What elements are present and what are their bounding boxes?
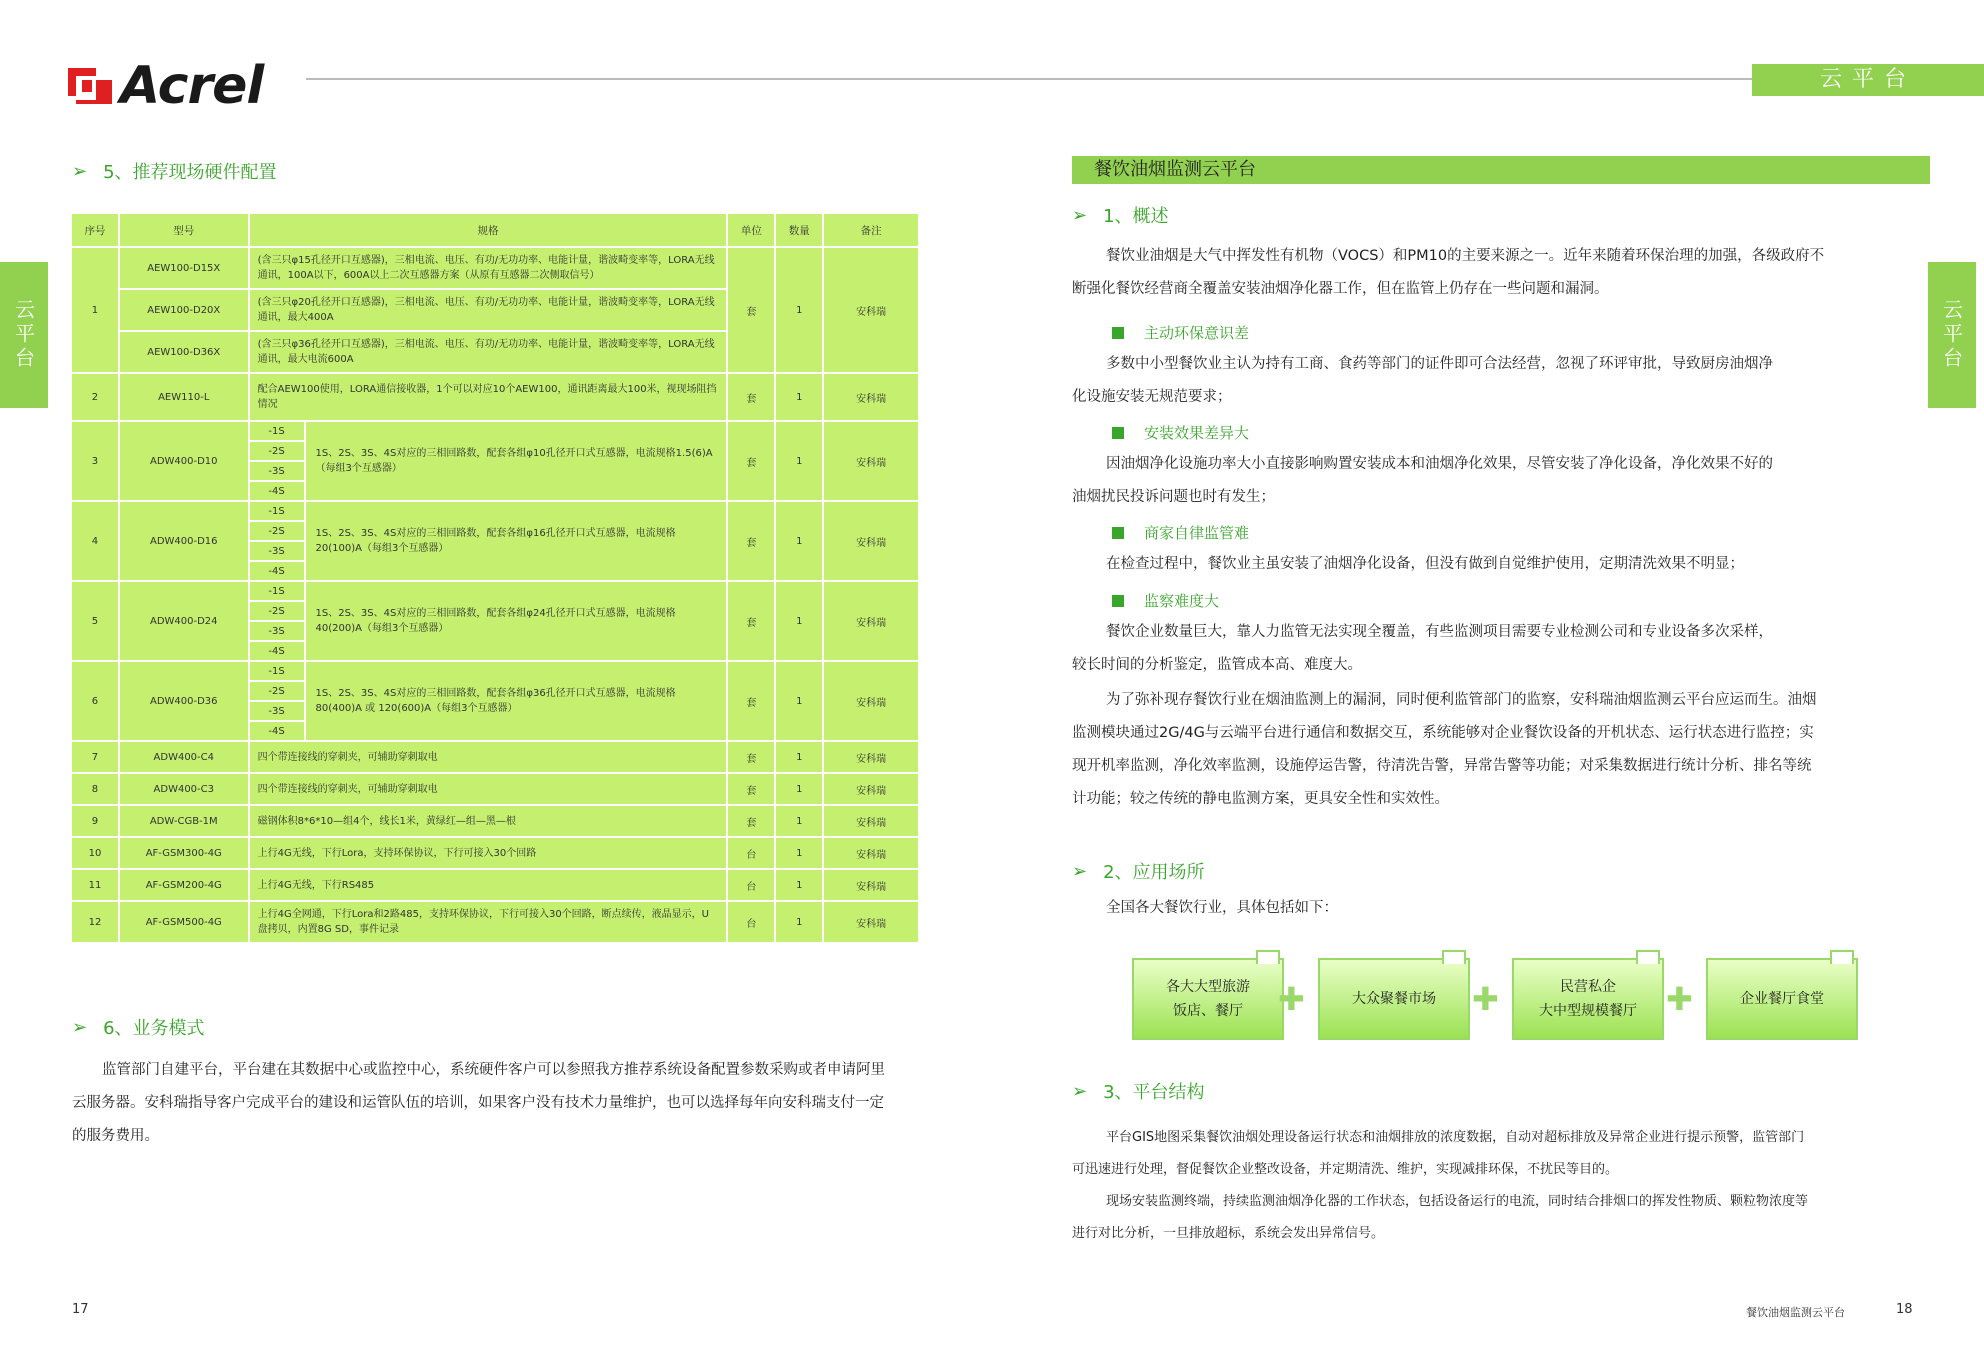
- cell-spec: 上行4G无线，下行Lora，支持环保协议，下行可接入30个回路: [249, 837, 728, 869]
- cell-note: 安科瑞: [823, 837, 919, 869]
- cell-note: 安科瑞: [823, 247, 919, 373]
- col-header: 单位: [727, 213, 775, 247]
- cell-spec: 配合AEW100使用，LORA通信接收器，1个可以对应10个AEW100，通讯距离最大100米，视现场阻挡情况: [249, 373, 728, 421]
- header-rule: [306, 78, 1754, 80]
- venue-box-canteens: 企业餐厅食堂: [1706, 958, 1858, 1040]
- cell-no: 2: [71, 373, 119, 421]
- cell-no: 1: [71, 247, 119, 373]
- table-row: [71, 741, 919, 773]
- cell-unit: 台: [727, 869, 775, 901]
- cell-spec: (含三只φ36孔径开口互感器)，三相电流、电压、有功/无功功率、电能计量，谐波畸变率等，LORA无线通讯，最大电流600A: [249, 331, 728, 373]
- cell-model: AEW100-D15X: [119, 247, 249, 289]
- cell-variant: -2S: [249, 681, 305, 701]
- cell-qty: 1: [775, 901, 823, 943]
- cell-model: AF-GSM500-4G: [119, 901, 249, 943]
- cell-variant: -1S: [249, 581, 305, 601]
- cell-model: AEW110-L: [119, 373, 249, 421]
- cell-model: ADW400-D36: [119, 661, 249, 741]
- col-header: 备注: [823, 213, 919, 247]
- cell-spec: 1S、2S、3S、4S对应的三相回路数，配套各组φ24孔径开口式互感器，电流规格40(200)A（每组3个互感器）: [305, 581, 728, 661]
- cell-no: 3: [71, 421, 119, 501]
- cell-unit: 套: [727, 373, 775, 421]
- top-category-tab: 云平台: [1752, 64, 1984, 96]
- side-tab-right: 云平台: [1928, 262, 1976, 408]
- cell-variant: -3S: [249, 541, 305, 561]
- footer-title: 餐饮油烟监测云平台: [1746, 1306, 1845, 1319]
- cell-variant: -4S: [249, 721, 305, 741]
- cell-note: 安科瑞: [823, 581, 919, 661]
- section-6-heading: ➢ 6、业务模式: [72, 1016, 205, 1039]
- cell-no: 7: [71, 741, 119, 773]
- table-row: [71, 901, 919, 943]
- issue-heading-3: 商家自律监管难: [1112, 522, 1249, 543]
- cell-spec: 上行4G无线，下行RS485: [249, 869, 728, 901]
- cell-spec: 磁钢体积8*6*10—组4个，线长1米，黄绿红—组—黑—根: [249, 805, 728, 837]
- cell-variant: -3S: [249, 621, 305, 641]
- cell-spec: (含三只φ15孔径开口互感器)，三相电流、电压、有功/无功功率、电能计量，谐波畸变率等，LORA无线通讯，100A以下，600A以上二次互感器方案（从原有互感器二次侧取信号）: [249, 247, 728, 289]
- cell-variant: -2S: [249, 441, 305, 461]
- cell-variant: -3S: [249, 701, 305, 721]
- plus-icon: ✚: [1472, 980, 1499, 1018]
- cell-model: ADW400-C4: [119, 741, 249, 773]
- cell-no: 5: [71, 581, 119, 661]
- issue-paragraph-3: 在检查过程中，餐饮业主虽安装了油烟净化设备，但没有做到自觉维护使用，定期清洗效果不明显；: [1106, 556, 1744, 572]
- cell-spec: 1S、2S、3S、4S对应的三相回路数，配套各组φ36孔径开口式互感器，电流规格80(400)A 或 120(600)A（每组3个互感器）: [305, 661, 728, 741]
- issue-paragraph-4: 餐饮企业数量巨大，靠人力监管无法实现全覆盖，有些监测项目需要专业检测公司和专业设备多次采样， 较长时间的分析鉴定，监管成本高、难度大。: [1072, 624, 1773, 673]
- bullet-square-icon: [1112, 327, 1124, 339]
- platform-structure-paragraph: 平台GIS地图采集餐饮油烟处理设备运行状态和油烟排放的浓度数据，自动对超标排放及异常企业进行提示预警，监管部门 可迅速进行处理，督促餐饮企业整改设备，并定期清洗、维护，实现减排环保，不扰民等目的。 现场安装监测终端，持续监测油烟净化器的工作状态，包括设备运行的电流，同时结合排烟口的挥发性物质、颗粒物浓度等 进行对比分析，一旦排放超标，系统会发出异常信号。: [1072, 1130, 1809, 1241]
- arrow-icon: ➢: [1072, 1080, 1088, 1102]
- col-header: 序号: [71, 213, 119, 247]
- issue-paragraph-1: 多数中小型餐饮业主认为持有工商、食药等部门的证件即可合法经营，忽视了环评审批，导致厨房油烟净 化设施安装无规范要求；: [1072, 356, 1773, 405]
- solution-paragraph: 为了弥补现存餐饮行业在烟油监测上的漏洞，同时便利监管部门的监察，安科瑞油烟监测云平台应运而生。油烟 监测模块通过2G/4G与云端平台进行通信和数据交互，系统能够对企业餐饮设备的开机状态、运行状态进行监控；实 现开机率监测，净化效率监测，设施停运告警，待清洗告警，异常告警等功能；对采集数据进行统计分析、排名等统 计功能；较之传统的静电监测方案，更具安全性和实效性。: [1072, 692, 1817, 807]
- issue-heading-1: 主动环保意识差: [1112, 322, 1249, 343]
- col-header: 型号: [119, 213, 249, 247]
- cell-no: 4: [71, 501, 119, 581]
- cell-model: AEW100-D36X: [119, 331, 249, 373]
- table-row: [71, 661, 919, 681]
- plus-icon: ✚: [1278, 980, 1305, 1018]
- cell-note: 安科瑞: [823, 869, 919, 901]
- cell-qty: 1: [775, 741, 823, 773]
- section-1-heading: ➢ 1、概述: [1072, 204, 1169, 227]
- cell-note: 安科瑞: [823, 805, 919, 837]
- cell-model: ADW400-D10: [119, 421, 249, 501]
- cell-spec: 四个带连接线的穿刺夹，可辅助穿刺取电: [249, 741, 728, 773]
- cell-unit: 套: [727, 741, 775, 773]
- cell-variant: -4S: [249, 561, 305, 581]
- cell-model: AEW100-D20X: [119, 289, 249, 331]
- cell-qty: 1: [775, 501, 823, 581]
- cell-qty: 1: [775, 773, 823, 805]
- cell-model: ADW-CGB-1M: [119, 805, 249, 837]
- page-number-left: 17: [72, 1302, 89, 1317]
- bullet-square-icon: [1112, 427, 1124, 439]
- section-5-heading: ➢ 5、推荐现场硬件配置: [72, 160, 277, 183]
- side-tab-left: 云平台: [0, 262, 48, 408]
- cell-unit: 套: [727, 501, 775, 581]
- plus-icon: ✚: [1666, 980, 1693, 1018]
- cell-note: 安科瑞: [823, 501, 919, 581]
- section-3-heading: ➢ 3、平台结构: [1072, 1080, 1205, 1103]
- cell-spec: 四个带连接线的穿刺夹，可辅助穿刺取电: [249, 773, 728, 805]
- col-header: 规格: [249, 213, 728, 247]
- cell-unit: 台: [727, 901, 775, 943]
- cell-variant: -1S: [249, 661, 305, 681]
- arrow-icon: ➢: [1072, 860, 1088, 882]
- cell-no: 12: [71, 901, 119, 943]
- cell-model: AF-GSM200-4G: [119, 869, 249, 901]
- cell-no: 11: [71, 869, 119, 901]
- cell-qty: 1: [775, 581, 823, 661]
- cell-variant: -3S: [249, 461, 305, 481]
- cell-spec: 上行4G全网通，下行Lora和2路485，支持环保协议，下行可接入30个回路，断点续传，液晶显示，U盘拷贝，内置8G SD，事件记录: [249, 901, 728, 943]
- cell-model: ADW400-D24: [119, 581, 249, 661]
- page-title-banner: 餐饮油烟监测云平台: [1072, 156, 1930, 184]
- cell-no: 6: [71, 661, 119, 741]
- table-header-row: [71, 213, 919, 247]
- cell-note: 安科瑞: [823, 741, 919, 773]
- cell-qty: 1: [775, 247, 823, 373]
- logo-text: Acrel: [120, 56, 264, 116]
- cell-spec: 1S、2S、3S、4S对应的三相回路数，配套各组φ16孔径开口式互感器，电流规格20(100)A（每组3个互感器）: [305, 501, 728, 581]
- cell-note: 安科瑞: [823, 421, 919, 501]
- cell-variant: -4S: [249, 481, 305, 501]
- page-number-right: 18: [1896, 1302, 1913, 1317]
- cell-no: 8: [71, 773, 119, 805]
- cell-variant: -1S: [249, 421, 305, 441]
- cell-variant: -4S: [249, 641, 305, 661]
- table-row: [71, 837, 919, 869]
- cell-qty: 1: [775, 373, 823, 421]
- venue-box-hotels: 各大大型旅游 饭店、餐厅: [1132, 958, 1284, 1040]
- cell-qty: 1: [775, 869, 823, 901]
- issue-heading-4: 监察难度大: [1112, 590, 1219, 611]
- cell-note: 安科瑞: [823, 901, 919, 943]
- cell-qty: 1: [775, 805, 823, 837]
- issue-paragraph-2: 因油烟净化设施功率大小直接影响购置安装成本和油烟净化效果，尽管安装了净化设备，净化效果不好的 油烟扰民投诉问题也时有发生；: [1072, 456, 1773, 505]
- brand-logo: [66, 56, 263, 116]
- overview-paragraph: 餐饮业油烟是大气中挥发性有机物（VOCS）和PM10的主要来源之一。近年来随着环保治理的加强，各级政府不 断强化餐饮经营商全覆盖安装油烟净化器工作，但在监管上仍存在一些问题和漏洞。: [1072, 248, 1825, 297]
- cell-qty: 1: [775, 421, 823, 501]
- cell-unit: 套: [727, 773, 775, 805]
- cell-unit: 套: [727, 247, 775, 373]
- cell-note: 安科瑞: [823, 661, 919, 741]
- cell-unit: 套: [727, 805, 775, 837]
- issue-heading-2: 安装效果差异大: [1112, 422, 1249, 443]
- cell-variant: -2S: [249, 521, 305, 541]
- cell-no: 9: [71, 805, 119, 837]
- cell-unit: 台: [727, 837, 775, 869]
- cell-unit: 套: [727, 421, 775, 501]
- cell-note: 安科瑞: [823, 773, 919, 805]
- cell-spec: (含三只φ20孔径开口互感器)，三相电流、电压、有功/无功功率、电能计量，谐波畸变率等，LORA无线通讯，最大400A: [249, 289, 728, 331]
- arrow-icon: ➢: [72, 1016, 88, 1038]
- table-row: [71, 247, 919, 289]
- table-row: [71, 373, 919, 421]
- table-row: [71, 421, 919, 441]
- arrow-icon: ➢: [1072, 204, 1088, 226]
- cell-variant: -1S: [249, 501, 305, 521]
- application-intro: 全国各大餐饮行业，具体包括如下：: [1106, 900, 1338, 916]
- cell-note: 安科瑞: [823, 373, 919, 421]
- cell-model: ADW400-D16: [119, 501, 249, 581]
- venue-box-mass-dining: 大众聚餐市场: [1318, 958, 1470, 1040]
- cell-spec: 1S、2S、3S、4S对应的三相回路数，配套各组φ10孔径开口式互感器，电流规格1.5(6)A（每组3个互感器）: [305, 421, 728, 501]
- table-row: [71, 805, 919, 837]
- acrel-logo-icon: [66, 66, 114, 106]
- cell-qty: 1: [775, 837, 823, 869]
- cell-variant: -2S: [249, 601, 305, 621]
- table-row: [71, 581, 919, 601]
- arrow-icon: ➢: [72, 160, 88, 182]
- cell-unit: 套: [727, 661, 775, 741]
- cell-no: 10: [71, 837, 119, 869]
- bullet-square-icon: [1112, 527, 1124, 539]
- hardware-config-table: [70, 212, 920, 944]
- venue-box-private-restaurants: 民营私企 大中型规模餐厅: [1512, 958, 1664, 1040]
- table-row: [71, 773, 919, 805]
- col-header: 数量: [775, 213, 823, 247]
- cell-unit: 套: [727, 581, 775, 661]
- table-row: [71, 501, 919, 521]
- business-model-text: 监管部门自建平台，平台建在其数据中心或监控中心，系统硬件客户可以参照我方推荐系统设备配置参数采购或者申请阿里 云服务器。安科瑞指导客户完成平台的建设和运管队伍的培训，如果客户没有技术力量维护，也可以选择每年向安科瑞支付一定 的服务费用。: [72, 1062, 885, 1144]
- table-row: [71, 869, 919, 901]
- cell-qty: 1: [775, 661, 823, 741]
- bullet-square-icon: [1112, 595, 1124, 607]
- cell-model: AF-GSM300-4G: [119, 837, 249, 869]
- cell-model: ADW400-C3: [119, 773, 249, 805]
- section-2-heading: ➢ 2、应用场所: [1072, 860, 1205, 883]
